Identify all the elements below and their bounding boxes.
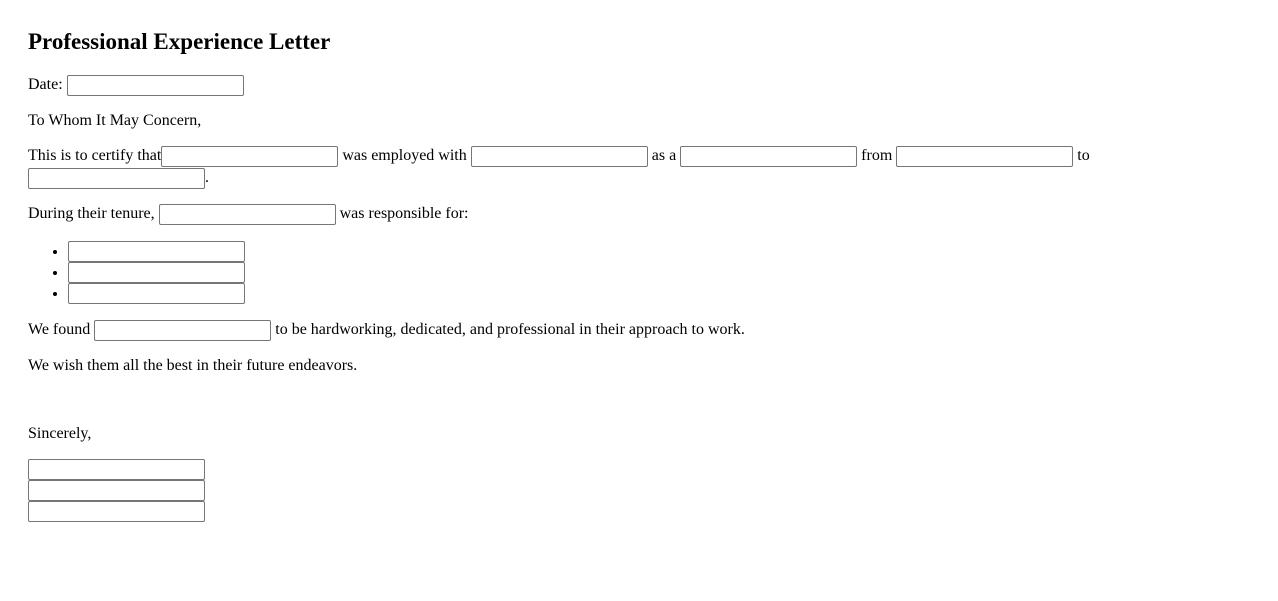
certify-text-3: as a [651, 147, 677, 165]
position-input[interactable] [680, 146, 857, 167]
responsibility-input-3[interactable] [68, 283, 245, 304]
certify-line-2 [28, 168, 209, 189]
closing-text: Sincerely, [28, 425, 92, 442]
signature-block [28, 459, 205, 522]
list-item [68, 283, 245, 304]
list-item [68, 241, 245, 262]
end-date-input[interactable] [28, 168, 205, 189]
found-line [28, 320, 745, 341]
signature-company-input[interactable] [28, 501, 205, 522]
start-date-input[interactable] [896, 146, 1073, 167]
certify-text-4: from [861, 147, 893, 165]
tenure-employee-name-input[interactable] [159, 204, 336, 225]
company-name-input[interactable] [471, 146, 648, 167]
certify-text-2: was employed with [342, 147, 467, 165]
signature-name-input[interactable] [28, 459, 205, 480]
wishes-text: We wish them all the best in their future endeavors. [28, 357, 358, 374]
found-text-1: We found [28, 321, 91, 339]
responsibility-input-1[interactable] [68, 241, 245, 262]
certify-period: . [205, 169, 209, 187]
list-item [68, 262, 245, 283]
found-text-2: to be hardworking, dedicated, and professional in their approach to work. [275, 321, 745, 339]
found-employee-name-input[interactable] [94, 320, 271, 341]
certify-line-1 [28, 146, 1090, 167]
certify-text-1: This is to certify that [28, 147, 162, 165]
tenure-text-1: During their tenure, [28, 205, 155, 223]
tenure-line [28, 204, 468, 225]
page-title: Professional Experience Letter [28, 29, 331, 54]
employee-name-input[interactable] [161, 146, 338, 167]
date-input[interactable] [67, 75, 244, 96]
tenure-text-2: was responsible for: [339, 205, 469, 223]
certify-text-5: to [1077, 147, 1090, 165]
responsibilities-list [28, 241, 245, 304]
signature-title-input[interactable] [28, 480, 205, 501]
salutation: To Whom It May Concern, [28, 112, 202, 129]
responsibility-input-2[interactable] [68, 262, 245, 283]
date-line [28, 75, 244, 96]
date-label: Date: [28, 76, 63, 94]
